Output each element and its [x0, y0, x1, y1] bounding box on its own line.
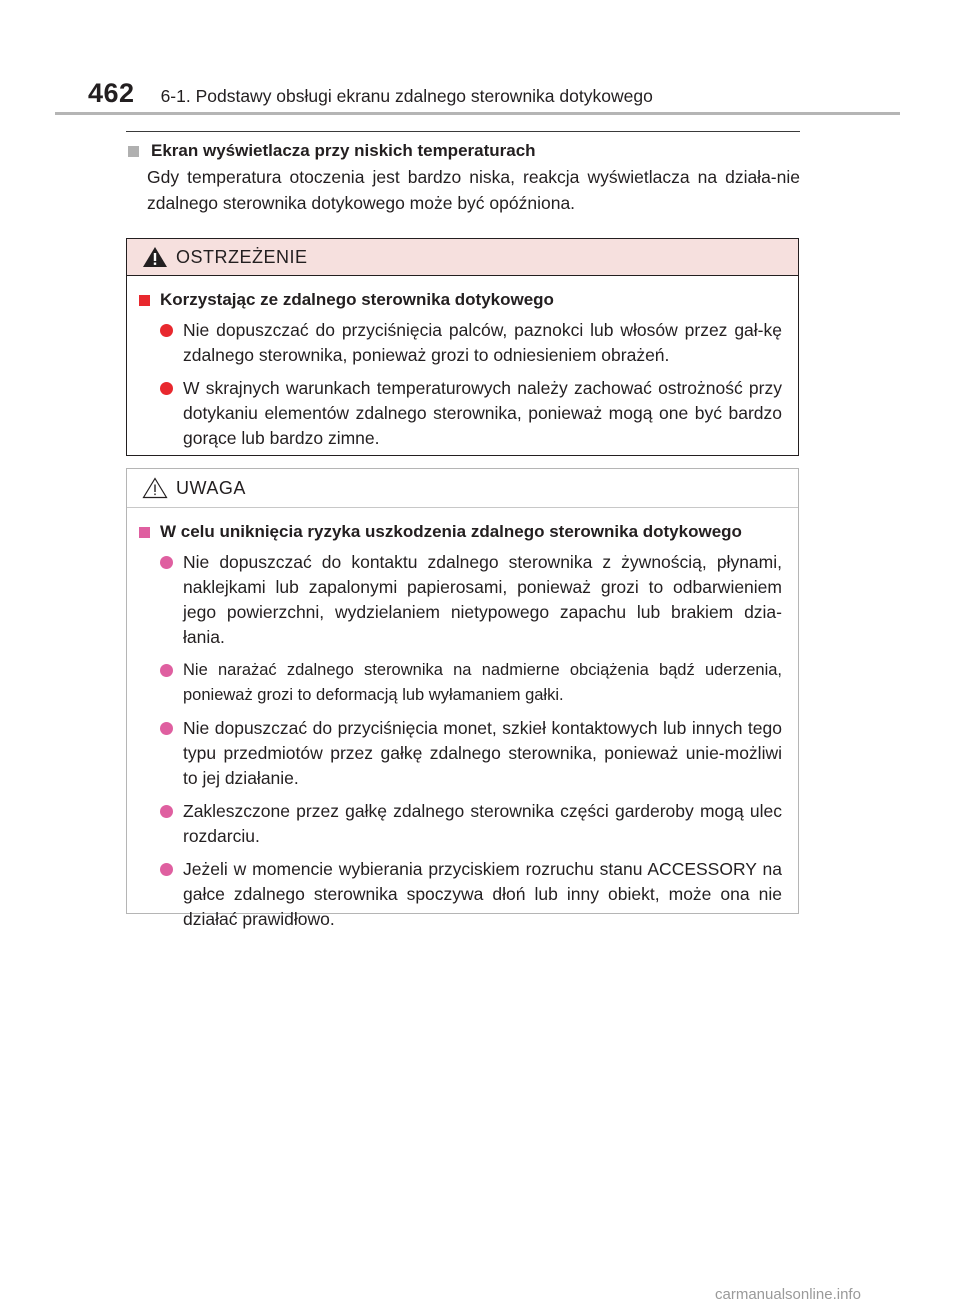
warning-heading: [135, 290, 782, 310]
caution-triangle-icon: [142, 477, 168, 499]
chapter-title: 6-1. Podstawy obsługi ekranu zdalnego sterownika dotykowego: [160, 86, 653, 106]
section-paragraph: Gdy temperatura otoczenia jest bardzo niska, reakcja wyświetlacza na działa-nie zdalnego sterownika dotykowego może być opóźniona.: [147, 167, 800, 213]
caution-item-text: Nie dopuszczać do kontaktu zdalnego sterownika z żywnością, płynami, naklejkami lub zapalonymi papierosami, ponieważ grozi to odbarwieniem jego powierzchni, wydzielaniem nietypowego zapachu lub brakiem dzia-łania.: [183, 552, 782, 647]
caution-item-text: Jeżeli w momencie wybierania przyciskiem rozruchu stanu ACCESSORY na gałce zdalnego sterownika spoczywa dłoń lub inny obiekt, może ona nie działać prawidłowo.: [183, 859, 782, 929]
caution-item: [135, 550, 782, 650]
warning-box: [126, 238, 799, 456]
caution-item: [135, 799, 782, 849]
warning-item-text: Nie dopuszczać do przyciśnięcia palców, paznokci lub włosów przez gał-kę zdalnego sterownika, ponieważ grozi to odniesieniem obrażeń.: [183, 320, 782, 365]
caution-title: UWAGA: [176, 477, 246, 498]
page-header: [60, 78, 900, 109]
warning-item-text: W skrajnych warunkach temperaturowych należy zachować ostrożność przy dotykaniu elementów zdalnego sterownika, ponieważ mogą one być bardzo gorące lub bardzo zimne.: [183, 378, 782, 448]
watermark: carmanualsonline.info: [715, 1286, 861, 1303]
caution-box: [126, 468, 799, 929]
warning-triangle-icon: [142, 246, 168, 268]
square-bullet-icon: [139, 295, 150, 306]
caution-item: [135, 716, 782, 791]
round-bullet-icon: [160, 382, 173, 395]
round-bullet-icon: [160, 722, 173, 735]
caution-item: [135, 658, 782, 708]
square-bullet-icon: [128, 146, 139, 157]
caution-item: [135, 857, 782, 932]
caution-item-text: Nie narażać zdalnego sterownika na nadmierne obciążenia bądź uderzenia, ponieważ grozi to deformacją lub wyłamaniem gałki.: [183, 661, 782, 704]
caution-item-text: Zakleszczone przez gałkę zdalnego sterownika części garderoby mogą ulec rozdarciu.: [183, 801, 782, 846]
caution-header: [127, 469, 798, 508]
section-heading-text: Ekran wyświetlacza przy niskich temperaturach: [151, 141, 536, 160]
warning-header: [127, 239, 798, 276]
low-temperature-section: [126, 141, 800, 216]
round-bullet-icon: [160, 863, 173, 876]
caution-item-text: Nie dopuszczać do przyciśnięcia monet, szkieł kontaktowych lub innych tego typu przedmiotów przez gałkę zdalnego sterownika, ponieważ unie-możliwi to jej działanie.: [183, 718, 782, 788]
warning-item: [135, 318, 782, 368]
section-heading: [126, 141, 800, 161]
round-bullet-icon: [160, 664, 173, 677]
page-number: 462: [88, 78, 135, 108]
square-bullet-icon: [139, 527, 150, 538]
caution-heading-text: W celu uniknięcia ryzyka uszkodzenia zdalnego sterownika dotykowego: [160, 522, 742, 541]
round-bullet-icon: [160, 324, 173, 337]
warning-title: OSTRZEŻENIE: [176, 246, 308, 267]
warning-body: [127, 276, 798, 451]
caution-body: [127, 508, 798, 932]
warning-heading-text: Korzystając ze zdalnego sterownika dotykowego: [160, 290, 554, 309]
round-bullet-icon: [160, 556, 173, 569]
header-divider: [55, 112, 900, 115]
warning-item: [135, 376, 782, 451]
caution-heading: [135, 522, 782, 542]
round-bullet-icon: [160, 805, 173, 818]
section-divider: [126, 131, 800, 132]
